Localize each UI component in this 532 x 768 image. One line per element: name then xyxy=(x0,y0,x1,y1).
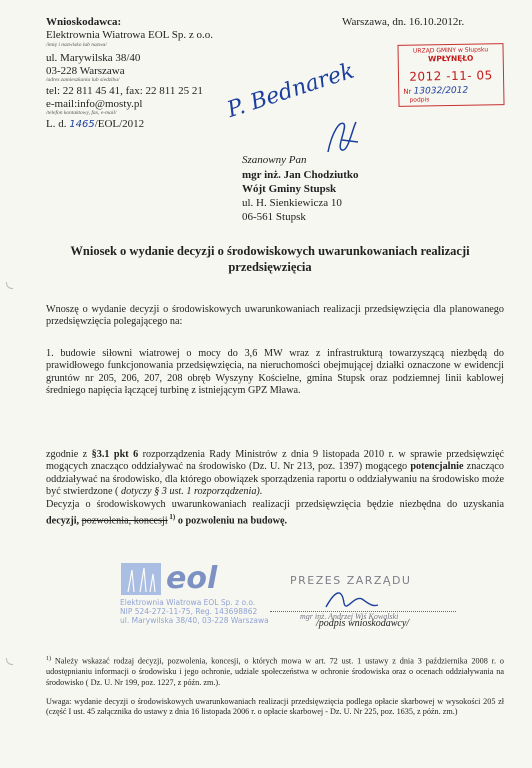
legal-text-4: Decyzja o środowiskowych uwarunkowaniach realizacji przedsięwzięcia będzie niezbędna do uzyskania xyxy=(46,498,504,510)
company-logo-icon xyxy=(120,562,162,596)
legal-footnote-marker: 1) xyxy=(167,513,176,522)
legal-text-2: rozporządzenia Rady Ministrów z dnia 9 listopada 2010 r. w sprawie przedsięwzięć mogących znacząco oddziaływać na środowisko (Dz. U. Nr 213, poz. 1397) mogącego xyxy=(46,449,505,473)
received-stamp-nr-label: Nr xyxy=(403,87,412,96)
binder-mark-bottom xyxy=(6,658,13,665)
received-stamp-office: URZĄD GMINY w Słupsku xyxy=(412,46,489,55)
received-stamp-podpis: podpis xyxy=(409,96,430,104)
sender-street: ul. Marywilska 38/40 xyxy=(46,52,141,64)
recipient-salutation: Szanowny Pan xyxy=(242,154,307,166)
footnote xyxy=(46,654,504,688)
document-title xyxy=(30,243,510,275)
legal-bold-paragraph-ref: §3.1 pkt 6 xyxy=(91,449,139,460)
legal-strikethrough: pozwolenia, koncesji xyxy=(81,515,168,527)
reference-suffix: /EOL/2012 xyxy=(94,118,145,130)
signature-line xyxy=(270,611,456,612)
company-stamp xyxy=(120,561,269,642)
president-stamp-title: PREZES ZARZĄDU xyxy=(290,574,412,587)
sender-contact-hint: /telefon kontaktowy, fax, e-mail/ xyxy=(46,110,117,116)
binder-mark-top xyxy=(6,282,13,289)
intro-paragraph: Wnoszę o wydanie decyzji o środowiskowych uwarunkowaniach realizacji przedsięwzięcia dla planowanego przedsięwzięcia polegającego na: xyxy=(46,304,504,328)
footnote-marker: 1) xyxy=(46,656,51,662)
reference-prefix: L. d. xyxy=(46,118,67,130)
sender-phone: tel: 22 811 45 41, fax: 22 811 25 21 xyxy=(46,85,203,97)
legal-paragraph xyxy=(46,449,504,528)
legal-italic-note: dotyczy § 3 ust. 1 rozporządzenia). xyxy=(120,486,263,498)
company-stamp-name: Elektrownia Wiatrowa EOL Sp. z o.o. xyxy=(120,598,256,607)
received-stamp xyxy=(397,43,504,107)
recipient-street: ul. H. Sienkiewicza 10 xyxy=(242,197,342,209)
legal-bold-potentially: potencjalnie xyxy=(410,461,464,473)
footnote-text: Należy wskazać rodzaj decyzji, pozwolenia, koncesji, o których mowa w art. 72 ust. 1 ustawy z dnia 3 października 2008 r. o udostępnianiu informacji o środowisku i jego ochronie, udziale społeczeństwa w ochronie środowiska oraz o ocenach oddziaływania na środowisko ( Dz. U. Nr 199, poz. 1227, z późn. zm.). xyxy=(46,656,504,687)
president-stamp-name: mgr inż. Andrzej Wiś Kowalski xyxy=(300,612,399,621)
sender-reference xyxy=(46,118,144,131)
sender-heading: Wnioskodawca: xyxy=(46,16,122,28)
place-date: Warszawa, dn. 16.10.2012r. xyxy=(342,16,465,28)
sender-address-hint: /adres zamieszkania lub siedziba/ xyxy=(46,77,120,83)
recipient-title: Wójt Gminy Stupsk xyxy=(242,183,337,195)
received-stamp-date: 2012 -11- 05 xyxy=(409,68,493,84)
sender-city: 03-228 Warszawa xyxy=(46,65,125,77)
reference-number: 1465 xyxy=(69,119,95,130)
received-stamp-nr-value: 13032/2012 xyxy=(413,85,469,97)
fee-note: Uwaga: wydanie decyzji o środowiskowych uwarunkowaniach realizacji przedsięwzięcia podlega opłacie skarbowej w wysokości 205 zł (część I ust. 45 załącznika do ustawy z dnia 16 listopada 2006 r. o opłacie skarbowej - Dz. U. Nr 225, poz. 1635, z późn. zm.) xyxy=(46,697,504,717)
recipient-name: mgr inż. Jan Chodziutko xyxy=(242,169,359,181)
handwritten-signature-mark xyxy=(322,112,362,162)
sender-company-hint: /imię i nazwisko lub nazwa/ xyxy=(46,42,107,48)
received-stamp-label: WPŁYNĘŁO xyxy=(428,53,474,64)
document-title-line1: Wniosek o wydanie decyzji o środowiskowych uwarunkowaniach realizacji xyxy=(70,244,470,258)
document-title-line2: przedsięwzięcia xyxy=(228,260,312,274)
company-stamp-address: ul. Marywilska 38/40, 03-228 Warszawa xyxy=(120,616,269,625)
point-1-paragraph: 1. budowie siłowni wiatrowej o mocy do 3,6 MW wraz z infrastrukturą towarzyszącą niezbędą do prawidłowego funkcjonowania przedsięwzięcia, na nieruchomości obejmującej działki oznaczone w ewidencji gruntów nr 205, 206, 207, 208 obręb Wyszyny Kościelne, gmina Stupsk oraz podziemnej linii kablowej średniego napięcia łączącej turbinę z istniejącym GPZ Mława. xyxy=(46,348,504,397)
company-logo-text: eol xyxy=(166,561,218,596)
signature-label: /podpis wnioskodawcy/ xyxy=(316,618,410,629)
company-stamp-nip: NIP 524-272-11-75, Reg. 143698862 xyxy=(120,607,258,616)
sender-company: Elektrownia Wiatrowa EOL Sp. z o.o. xyxy=(46,29,213,41)
legal-text-1: zgodnie z xyxy=(46,449,88,460)
legal-bold-decision: decyzji, xyxy=(46,515,80,527)
sender-email: e-mail:info@mosty.pl xyxy=(46,98,143,110)
recipient-city: 06-561 Stupsk xyxy=(242,211,306,223)
handwritten-note: P. Bednarek xyxy=(224,58,358,123)
legal-bold-building-permit: o pozwoleniu na budowę. xyxy=(175,515,288,527)
legal-text-3: znacząco oddziaływać na środowisko, dla którego obowiązek sporządzenia raportu o oddziaływaniu na środowisko może być stwierdzone ( xyxy=(46,461,504,498)
